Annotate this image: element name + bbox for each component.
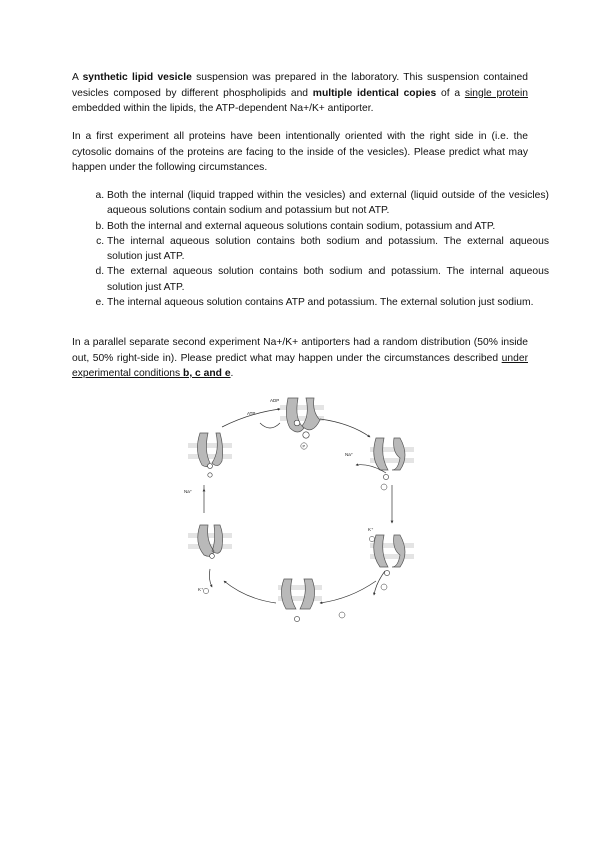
potassium-circle-left bbox=[203, 588, 208, 593]
membrane-bands bbox=[188, 405, 414, 601]
underline-experimental-conditions: under experimental conditions bbox=[72, 352, 528, 379]
experiment-one-paragraph: In a first experiment all proteins have been intentionally oriented with the right side in (i.e. the cytosolic domains of the proteins are facing to the inside of the vesicles). Please predict what may happen under the following circumstances. bbox=[72, 131, 528, 173]
experiment-two-paragraph: In a parallel separate second experiment Na+/K+ antiporters had a random distribution (50% inside out, 50% right-side in). Please predict what may happen under the circumstances described under experimental conditions b, c and e. bbox=[72, 337, 528, 379]
protein-right-upper bbox=[374, 438, 405, 470]
phosphate-circle-right-upper bbox=[381, 484, 387, 490]
underline-single-protein: single protein bbox=[464, 87, 528, 99]
label-na-left: Na⁺ bbox=[184, 489, 193, 494]
protein-bottom bbox=[281, 579, 314, 609]
condition-a: a. Both the internal (liquid trapped within the vesicles) and external (liquid outside of the vesicles) aqueous solutions contain sodium and potassium but not ATP. bbox=[107, 188, 549, 219]
cycle-arrows bbox=[204, 409, 392, 603]
phosphate-circle-bottom bbox=[339, 612, 345, 618]
label-p: P bbox=[302, 443, 306, 449]
label-k-left: K⁺ bbox=[198, 587, 204, 592]
pump-cycle-figure bbox=[180, 393, 420, 633]
label-k-right: K⁺ bbox=[368, 527, 374, 532]
phosphate-circle-right-lower bbox=[381, 584, 387, 590]
condition-b: b. Both the internal and external aqueous solutions contain sodium, potassium and ATP. bbox=[107, 219, 549, 234]
condition-d: d. The external aqueous solution contains both sodium and potassium. The internal aqueous solution just ATP. bbox=[107, 264, 549, 295]
protein-left-upper bbox=[197, 433, 222, 467]
intro-paragraph: A synthetic lipid vesicle suspension was prepared in the laboratory. This suspension contained vesicles composed by different phospholipids and multiple identical copies of a single protein embedded within the lipids, the ATP-dependent Na+/K+ antiporter. bbox=[72, 72, 528, 114]
bold-multiple-identical-copies: multiple identical copies bbox=[312, 87, 437, 99]
label-na-right: Na⁺ bbox=[345, 452, 354, 457]
protein-left-lower bbox=[198, 525, 223, 556]
condition-e: e. The internal aqueous solution contains ATP and potassium. The external solution just sodium. bbox=[107, 295, 549, 310]
protein-conformations bbox=[197, 398, 405, 609]
bold-synthetic-lipid-vesicle: synthetic lipid vesicle bbox=[82, 72, 192, 83]
label-adp: ADP bbox=[270, 398, 280, 403]
protein-right-lower bbox=[374, 535, 405, 567]
conditions-list bbox=[86, 188, 549, 310]
condition-c: c. The internal aqueous solution contains both sodium and potassium. The external aqueous solution just ATP. bbox=[107, 234, 549, 265]
potassium-circle-right bbox=[369, 536, 374, 541]
label-atp: ATP bbox=[247, 411, 256, 416]
bold-conditions-bce: b, c and e bbox=[183, 368, 231, 379]
protein-top bbox=[286, 398, 320, 432]
bound-ions bbox=[208, 420, 390, 621]
